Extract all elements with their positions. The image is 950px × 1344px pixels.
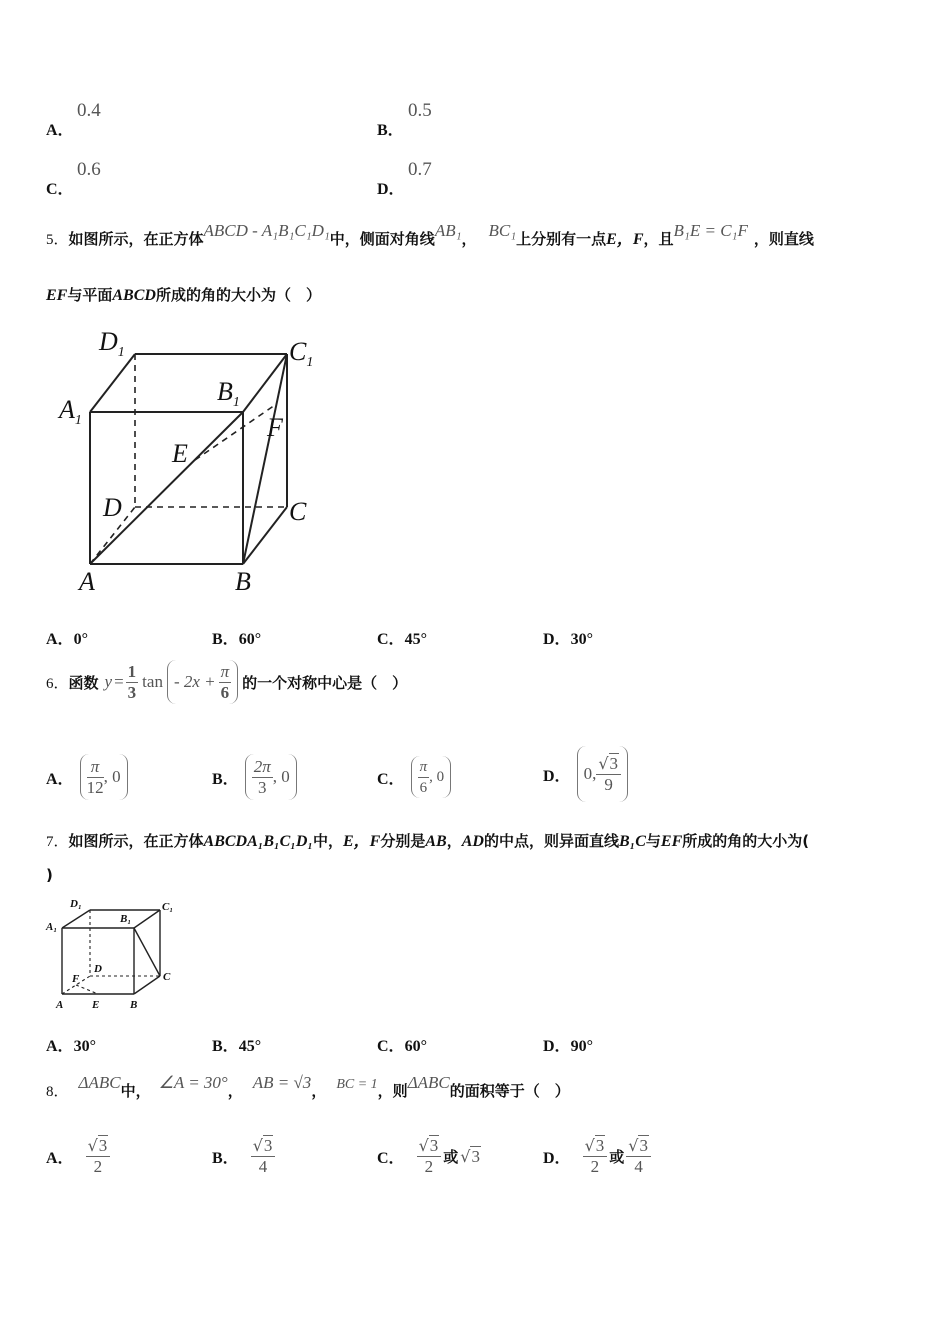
q7-text: 所成的角的大小为(: [682, 832, 810, 850]
q5-option-c: C．45°: [377, 631, 427, 648]
q5-label-f: F: [267, 413, 283, 442]
q5-label-e: E: [172, 439, 188, 468]
q6-stem: [46, 660, 407, 704]
q5-stem-line1: [46, 221, 814, 249]
q5-text: 所成的角的大小为（ ）: [155, 286, 321, 304]
q7-option-a: A．30°: [46, 1038, 96, 1055]
q7-cube-figure: [44, 894, 184, 1014]
q6-frac: $\frac{1}{3}$: [127, 661, 137, 702]
q7-text: 分别是: [380, 832, 426, 850]
q8-option-c: C． $\frac{√3}{2}$ 或 √ 3: [377, 1136, 480, 1176]
q8-sep: ，: [311, 1082, 327, 1100]
q5-plane: ABCD: [112, 287, 156, 304]
q6-text: 函数: [68, 673, 99, 692]
q5-number: 5．: [46, 232, 69, 248]
q5-label-a1: $A_1$: [59, 395, 82, 428]
q5-label-a: A: [79, 567, 95, 596]
q8-stem: [46, 1073, 570, 1101]
q8-text: 中，: [120, 1082, 151, 1100]
q6-eq: =: [114, 672, 124, 691]
q4-option-b-value: 0.5: [408, 100, 432, 121]
q7-label-d: D: [94, 963, 102, 975]
q8-option-a: A． $\frac{√3}{2}$: [46, 1128, 110, 1184]
q6-text: 的一个对称中心是（ ）: [242, 673, 408, 692]
q7-option-b: B．45°: [212, 1038, 262, 1055]
q5-text: ，且: [643, 230, 674, 248]
q7-text: 的中点，则异面直线: [483, 832, 619, 850]
q7-cube: ABCDA₁B₁C₁D₁: [203, 833, 313, 850]
q6-number: 6．: [46, 675, 69, 692]
q8-triangle: ΔABC: [78, 1073, 121, 1092]
q6-option-d: D． 0, $\frac{√3}{9}$: [543, 744, 628, 804]
q5-sep: ，: [461, 230, 477, 248]
q7-label-c: C: [163, 971, 171, 983]
q8-option-d: D． $\frac{√3}{2}$ 或 $\frac{√3}{4}$: [543, 1128, 651, 1184]
q5-label-b1: $B_1$: [217, 377, 240, 410]
q4-option-b-label: B．: [377, 122, 404, 139]
q8-number: 8．: [46, 1084, 69, 1100]
q6-option-a: A． $\frac{\pi}{12}$ , 0: [46, 752, 128, 802]
q4-option-c-label: C．: [46, 181, 74, 198]
q7-label-b1: B₁: [120, 913, 132, 925]
q7-close-paren: ): [46, 866, 53, 884]
q5-text: 与平面: [67, 286, 113, 304]
q7-sep: ，: [446, 832, 462, 850]
q7-text: 中，: [312, 832, 343, 850]
q5-condition: B₁E = C₁F: [673, 221, 748, 240]
q7-number: 7．: [46, 834, 69, 850]
q7-label-b: B: [130, 999, 138, 1011]
q4-option-c-value: 0.6: [77, 159, 101, 180]
q5-points: E，F: [606, 231, 644, 248]
q5-text: 如图所示，在正方体: [68, 230, 204, 248]
q5-text: ，则直线: [753, 230, 814, 248]
q7-stem-line1: [46, 828, 809, 851]
q7-label-c1: C₁: [162, 901, 174, 913]
q5-text: 上分别有一点: [516, 230, 607, 248]
q6-paren: - 2x + $\frac{\pi}{6}$: [167, 660, 238, 704]
q5-label-d: D: [103, 493, 122, 522]
q6-option-b: B． $\frac{2\pi}{3}$ , 0: [212, 752, 297, 802]
q7-label-e: E: [92, 999, 100, 1011]
q5-seg1: AB₁: [434, 221, 462, 240]
q5-cube-figure: [55, 320, 325, 600]
q7-ef2: EF: [660, 833, 683, 850]
q7-label-a1: A₁: [46, 921, 58, 933]
q8-angle: ∠A = 30°: [158, 1073, 228, 1092]
q7-ef: E，F: [343, 833, 381, 850]
q4-option-a-label: A．: [46, 122, 74, 139]
q7-b1c: B₁C: [618, 833, 646, 850]
q8-text: 的面积等于（ ）: [449, 1082, 570, 1100]
q5-label-d1: $D_1$: [99, 327, 125, 360]
q7-ad: AD: [461, 833, 484, 850]
q7-label-f: F: [72, 973, 80, 985]
q5-stem-line2: [46, 284, 321, 305]
q6-tan: tan: [142, 672, 163, 691]
q4-option-a-value: 0.4: [77, 100, 101, 121]
q7-label-d1: D₁: [70, 898, 82, 910]
q7-option-d: D．90°: [543, 1038, 593, 1055]
q5-option-d: D．30°: [543, 631, 593, 648]
q8-sep: ，: [227, 1082, 243, 1100]
q5-option-b: B．60°: [212, 631, 262, 648]
q7-text: 与: [645, 832, 661, 850]
q5-option-a: A．0°: [46, 631, 88, 648]
q4-option-d-value: 0.7: [408, 159, 432, 180]
q5-label-b: B: [235, 567, 251, 596]
q7-text: 如图所示，在正方体: [68, 832, 204, 850]
q8-option-b: B． $\frac{√3}{4}$: [212, 1128, 275, 1184]
q5-ef: EF: [46, 287, 68, 304]
q8-text: ，则: [377, 1082, 408, 1100]
q4-option-d-label: D．: [377, 181, 405, 198]
q6-y: y: [104, 672, 113, 691]
q6-option-c: C． $\frac{\pi}{6}$ , 0: [377, 752, 451, 802]
q8-ab: AB = √3: [252, 1073, 312, 1092]
q8-triangle2: ΔABC: [407, 1073, 450, 1092]
q7-ab: AB: [425, 833, 447, 850]
q5-label-c: C: [289, 497, 307, 526]
q5-seg2: BC₁: [488, 221, 517, 240]
q5-text: 中，侧面对角线: [329, 230, 435, 248]
q5-cube: ABCD - A₁B₁C₁D₁: [203, 221, 330, 240]
q7-option-c: C．60°: [377, 1038, 427, 1055]
q7-label-a: A: [56, 999, 64, 1011]
q5-label-c1: $C_1$: [289, 337, 314, 370]
q8-bc: BC = 1: [336, 1077, 378, 1092]
